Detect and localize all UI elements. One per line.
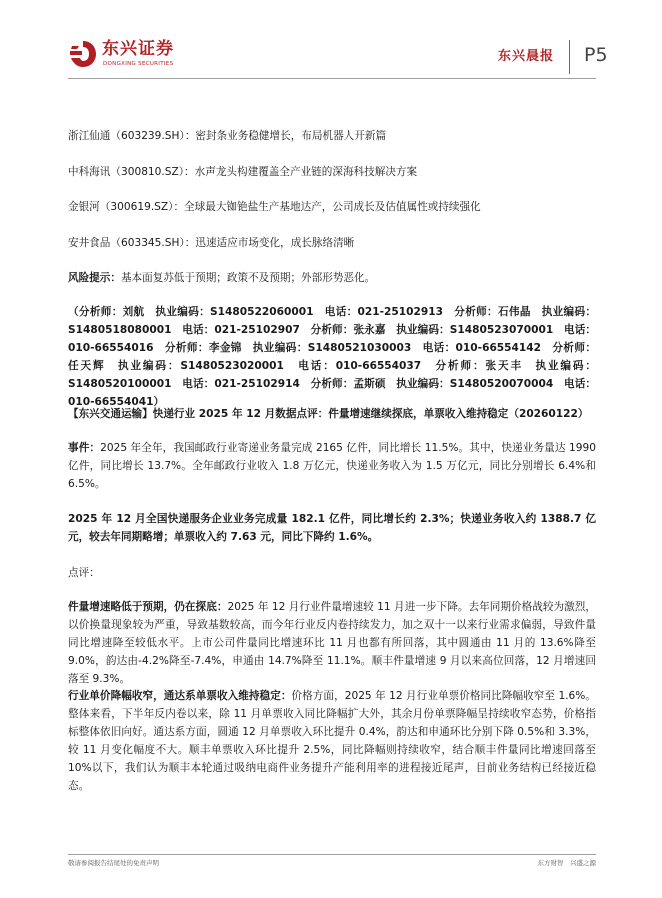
risk-text: 基本面复苏低于预期；政策不及预期；外部形势恶化。 (120, 272, 376, 284)
stats-paragraph: 2025 年 12 月全国快递服务企业业务完成量 182.1 亿件，同比增长约 2.3%；快递业务收入约 1388.7 亿元，较去年同期略增；单票收入约 7.63 元，同比下降约 1.6%。 (68, 513, 596, 543)
risk-warning (68, 269, 596, 287)
header-rule (68, 78, 596, 79)
logo-text-cn: 东兴证券 (102, 39, 174, 59)
footer-disclaimer: 敬请参阅报告结尾处的免责声明 (68, 859, 159, 867)
event-text: 2025 年全年，我国邮政行业寄递业务量完成 2165 亿件，同比增长 11.5%。其中，快递业务量达 1990 亿件，同比增长 13.7%。全年邮政行业收入 1.8 万亿元，快递业务收入为 1.5 万亿元，同比分别增长 6.4%和 6.5%。 (68, 442, 596, 490)
price-text: 价格方面，2025 年 12 月行业单票价格同比降幅收窄至 1.6%。整体来看，下半年反内卷以来，除 11 月单票收入同比降幅扩大外，其余月份单票降幅呈持续收窄态势，价格指标整体依旧向好。通达系方面，圆通 12 月单票收入环比提升 0.4%，韵达和申通环比分别下降 0.5%和 3.3%，较 11 月变化幅度不大。顺丰单票收入环比提升 2.5%，同比降幅则持续收窄，结合顺丰件量同比增速回落至 10%以下，我们认为顺丰本轮通过吸纳电商件业务提升产能利用率的进程接近尾声，目前业务结构已经接近稳态。 (68, 690, 597, 792)
volume-label: 件量增速略低于预期，仍在探底： (68, 601, 228, 613)
stock-item: 中科海讯（300810.SZ）：水声龙头构建覆盖全产业链的深海科技解决方案 (68, 166, 418, 178)
section-title: 【东兴交通运输】快递行业 2025 年 12 月数据点评：件量增速继续探底，单票收入维持稳定（20260122） (68, 408, 589, 420)
header-divider (569, 40, 570, 74)
analyst-contacts: （分析师：刘航 执业编码：S1480522060001 电话：021-25102913 分析师：石伟晶 执业编码：S1480518080001 电话：021-25102907 分析师：张永嘉 执业编码：S1480523070001 电话：010-66554016 分析师：李金锦 执业编码：S1480521030003 电话：010-66554142 分析师：任天辉 执业编码：S1480523020001 电话：010-66554037 分析师：张天丰 执业编码：S1480520100001 电话：021-25102914 分析师：孟斯硕 执业编码：S1480520070004 电话：010-66554041） (68, 306, 596, 408)
event-paragraph (68, 439, 596, 493)
price-paragraph (68, 687, 596, 795)
event-label: 事件： (68, 442, 101, 454)
page-number: P5 (584, 44, 608, 66)
stock-item: 金银河（300619.SZ）：全球最大铷铯盐生产基地达产，公司成长及估值属性或持续强化 (68, 201, 481, 213)
price-label: 行业单价降幅收窄，通达系单票收入维持稳定： (68, 690, 292, 702)
risk-label: 风险提示： (68, 272, 121, 284)
volume-paragraph (68, 598, 596, 688)
footer-slogan: 东方财智 兴盛之源 (537, 859, 596, 867)
comment-label: 点评： (68, 567, 100, 579)
stock-item: 安井食品（603345.SH）：迅速适应市场变化，成长脉络清晰 (68, 237, 355, 249)
volume-text: 2025 年 12 月行业件量增速较 11 月进一步下降。去年同期价格战较为激烈，以价换量现象较为严重，导致基数较高，而今年行业反内卷持续发力，加之双十一以来行业需求偏弱，导致件量同比增速降至较低水平。上市公司件量同比增速环比 11 月也都有所回落，其中圆通由 11 月的 13.6%降至 9.0%，韵达由-4.2%降至-7.4%，申通由 14.7%降至 11.1%。顺丰件量增速 9 月以来高位回落，12 月增速回落至 9.3%。 (68, 601, 596, 685)
logo-text-en: DONGXING SECURITIES (103, 61, 174, 67)
logo-mark-icon (68, 39, 98, 69)
company-logo (68, 37, 178, 73)
footer-rule (68, 854, 596, 855)
report-title: 东兴晨报 (498, 49, 555, 64)
stock-item: 浙江仙通（603239.SH）：密封条业务稳健增长，布局机器人开新篇 (68, 130, 387, 142)
